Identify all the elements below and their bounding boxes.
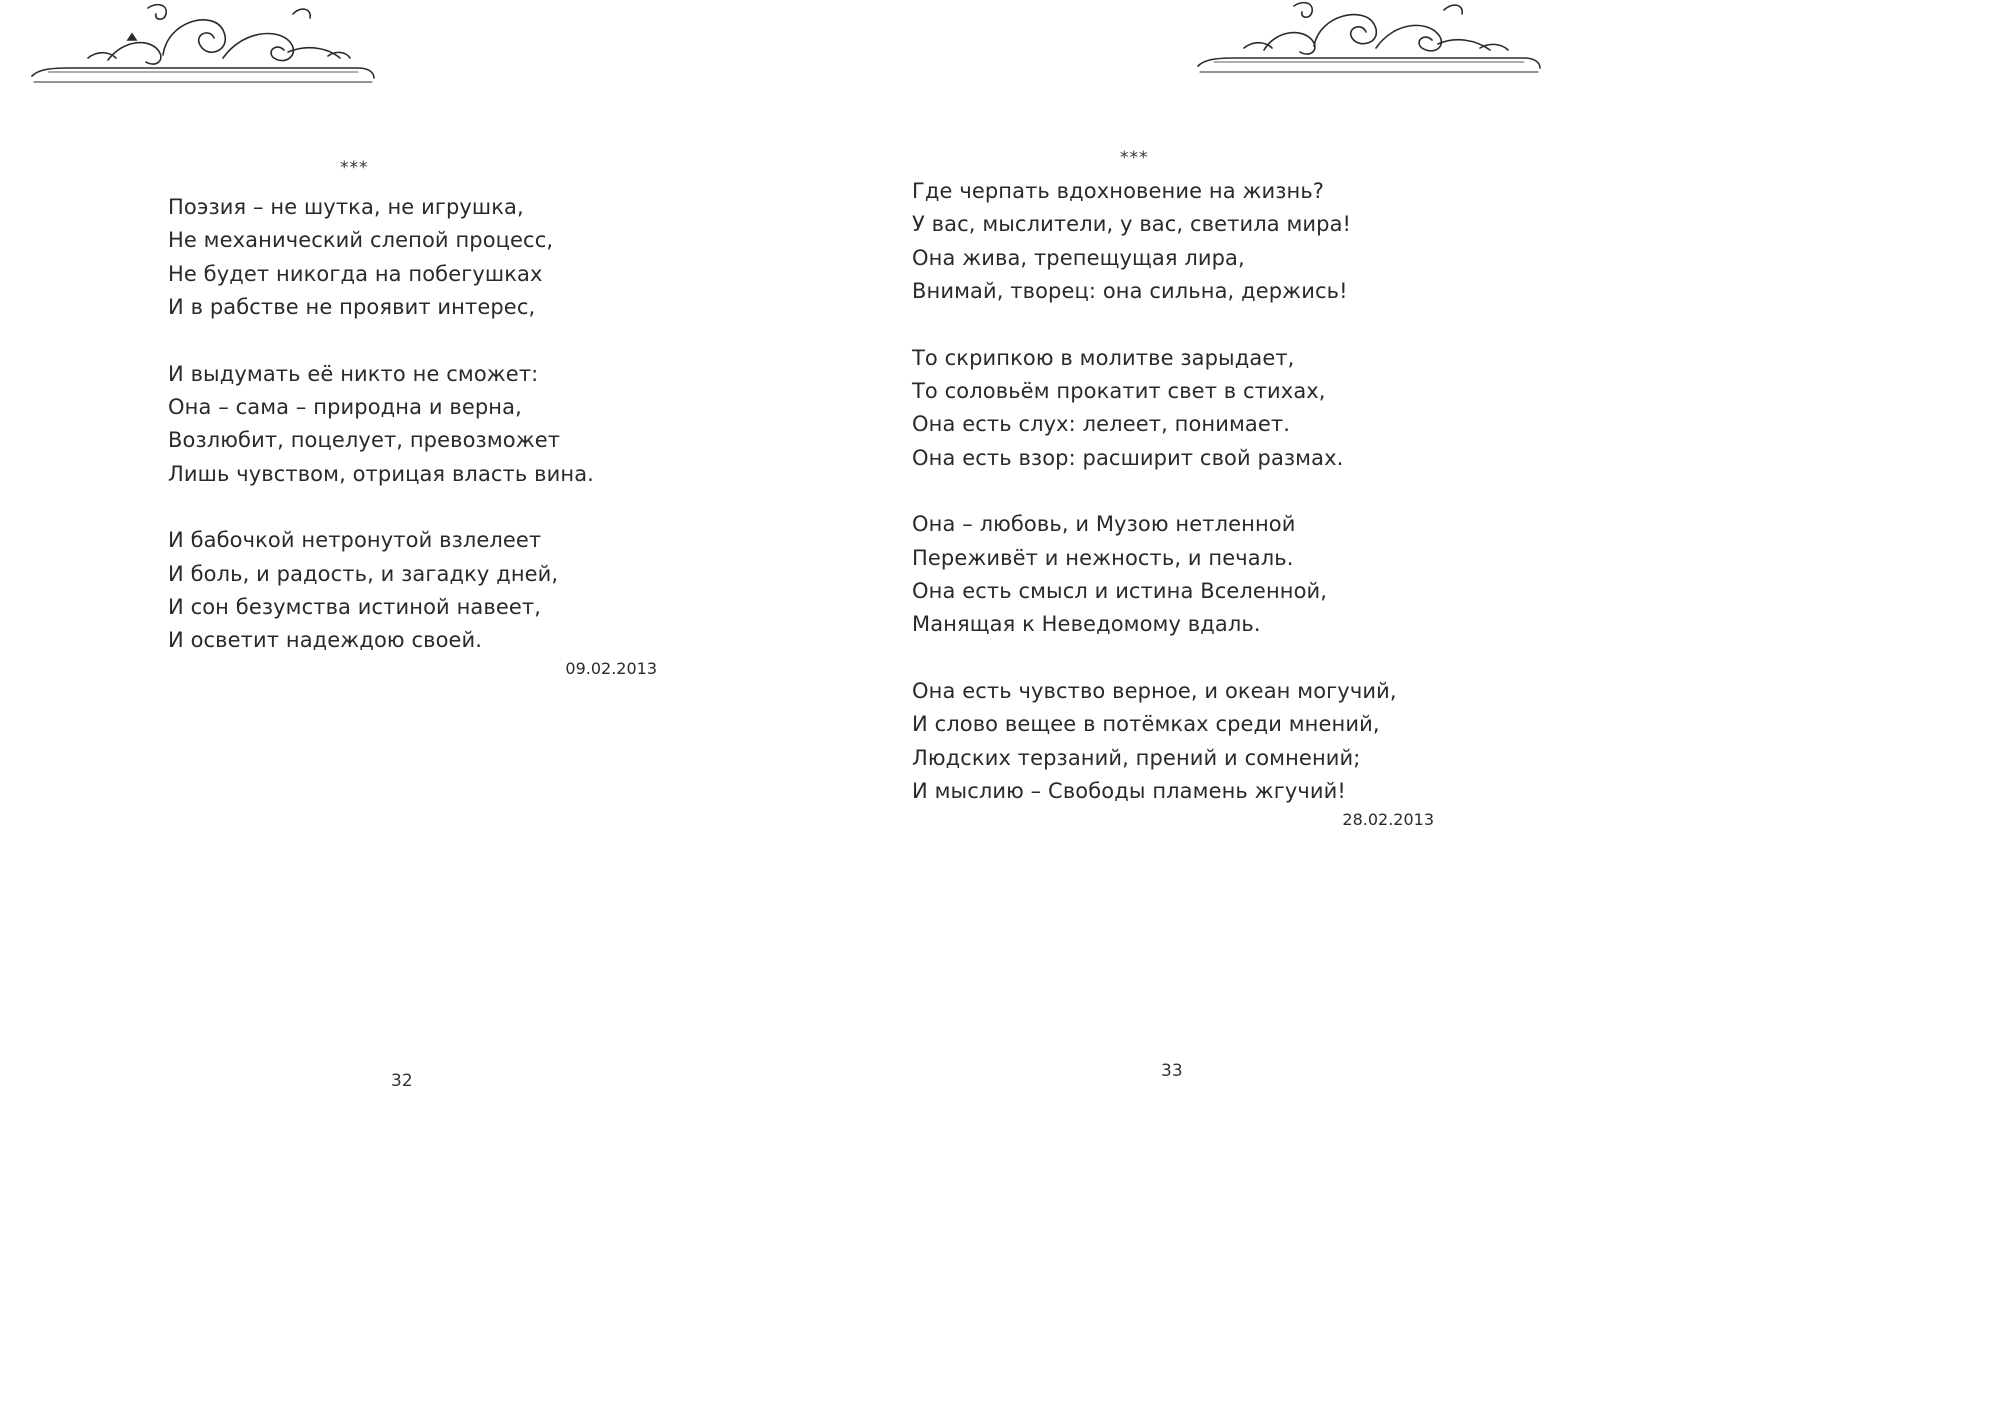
poem-line: Она есть взор: расширит свой размах. — [912, 445, 1344, 470]
poem-line: Она есть смысл и истина Вселенной, — [912, 579, 1328, 604]
stanza — [168, 358, 668, 492]
poem-line: Она есть слух: лелеет, понимает. — [912, 412, 1291, 437]
poem-line: Она жива, трепещущая лира, — [912, 245, 1245, 270]
poem-line: И мыслию – Свободы пламень жгучий! — [912, 779, 1346, 804]
page-number: 33 — [1161, 1061, 1183, 1081]
poem-line: Возлюбит, поцелует, превозможет — [168, 428, 561, 453]
poem-line: Переживёт и нежность, и печаль. — [912, 545, 1294, 570]
ornament-icon — [28, 0, 378, 92]
poem-line: То соловьём прокатит свет в стихах, — [912, 379, 1326, 404]
stanza — [912, 175, 1442, 309]
stanza — [912, 508, 1442, 642]
poem-body — [168, 191, 668, 679]
ornament-icon — [1194, 0, 1544, 80]
poem-line: Она – любовь, и Музою нетленной — [912, 512, 1296, 537]
poem-date: 09.02.2013 — [565, 658, 657, 678]
poem-line: Она есть чувство верное, и океан могучий, — [912, 678, 1397, 703]
stanza — [168, 524, 668, 658]
poem-line: То скрипкою в молитве зарыдает, — [912, 345, 1295, 370]
stanza — [168, 191, 668, 325]
poem-line: И боль, и радость, и загадку дней, — [168, 561, 559, 586]
stanza — [912, 342, 1442, 476]
poem-line: Поэзия – не шутка, не игрушка, — [168, 195, 524, 219]
poem-line: Не механический слепой процесс, — [168, 228, 554, 253]
poem-line: И слово вещее в потёмках среди мнений, — [912, 712, 1380, 737]
poem-line: Манящая к Неведомому вдаль. — [912, 612, 1261, 637]
poem-line: Людских терзаний, прений и сомнений; — [912, 745, 1361, 770]
poem-line: Лишь чувством, отрицая власть вина. — [168, 461, 594, 486]
poem-line: Не будет никогда на побегушках — [168, 261, 543, 286]
poem-line: Она – сама – природна и верна, — [168, 395, 522, 420]
poem-date: 28.02.2013 — [1342, 809, 1434, 829]
poem-line: Где черпать вдохновение на жизнь? — [912, 179, 1325, 203]
page-number: 32 — [391, 1071, 413, 1091]
right-page — [784, 0, 1568, 1100]
poem-line: И осветит надеждою своей. — [168, 628, 483, 653]
poem-line: Внимай, творец: она сильна, держись! — [912, 279, 1348, 304]
poem-line: И сон безумства истиной навеет, — [168, 595, 541, 620]
separator-asterisks: *** — [340, 158, 369, 178]
poem-line: И в рабстве не проявит интерес, — [168, 295, 536, 320]
separator-asterisks: *** — [1120, 148, 1149, 168]
poem-body — [912, 175, 1442, 830]
poem-line: У вас, мыслители, у вас, светила мира! — [912, 212, 1352, 237]
poem-line: И выдумать её никто не сможет: — [168, 361, 539, 386]
poem-line: И бабочкой нетронутой взлелеет — [168, 528, 542, 553]
stanza — [912, 675, 1442, 809]
left-page — [0, 0, 784, 1100]
